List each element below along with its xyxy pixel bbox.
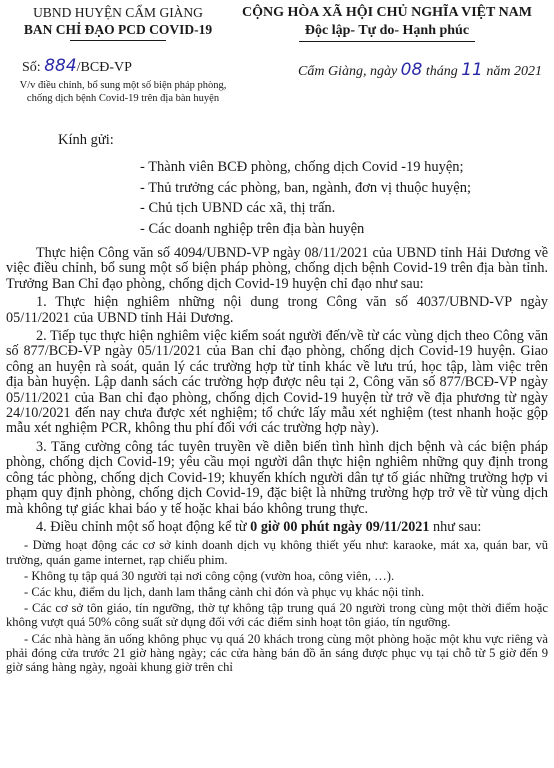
handwritten-number: 884 xyxy=(44,56,77,76)
handwritten-month: 11 xyxy=(461,60,483,80)
number-suffix: /BCĐ-VP xyxy=(76,60,132,75)
item-4-tail: như sau: xyxy=(433,518,482,535)
intro-paragraph: Thực hiện Công văn số 4094/UBND-VP ngày 08/11/2021 của UBND tỉnh Hải Dương về việc điều chỉnh, bổ sung một số biện pháp phòng, chống dịch bệnh Covid-19 trên địa bàn tỉnh. Trưởng Ban Chỉ đạo phòng, chống dịch Covid-19 huyện chỉ đạo như sau: xyxy=(6,245,548,292)
sub-item-3: - Các khu, điểm du lịch, danh lam thắng cảnh chỉ đón và phục vụ khác nội tỉnh. xyxy=(24,584,425,599)
item-4 xyxy=(6,520,548,535)
recipient-item: - Thành viên BCĐ phòng, chống dịch Covid -19 huyện; xyxy=(140,159,464,175)
org-name-line1: UBND HUYỆN CẨM GIÀNG xyxy=(33,5,203,20)
recipient-item: - Chủ tịch UBND các xã, thị trấn. xyxy=(140,200,336,216)
subject-summary xyxy=(4,79,242,105)
item-4-effective-time: 0 giờ 00 phút ngày 09/11/2021 xyxy=(250,518,430,535)
motto-underline xyxy=(299,41,475,42)
motto: Độc lập- Tự do- Hạnh phúc xyxy=(304,23,470,38)
issue-date xyxy=(298,60,542,80)
sub-item-1: - Dừng hoạt động các cơ sở kinh doanh dịch vụ không thiết yếu như: karaoke, mát xa, quán bar, vũ trường, quán game internet, rạp chiếu phim. xyxy=(6,538,548,567)
document-body xyxy=(6,246,548,676)
recipient-item: - Các doanh nghiệp trên địa bàn huyện xyxy=(140,220,365,237)
sub-item-5: - Các nhà hàng ăn uống không phục vụ quá 20 khách trong cùng một phòng hoặc một khu vực riêng và phải đóng cửa trước 21 giờ hàng ngày; các cửa hàng bán đồ ăn sáng được phục vụ tại chỗ từ 5 giờ đến 9 giờ sáng hàng ngày, ngoài khung giờ trên chỉ xyxy=(6,631,548,674)
date-place: Cẩm Giàng, ngày xyxy=(298,64,398,79)
sub-item-4: - Các cơ sở tôn giáo, tín ngưỡng, thờ tự không tập trung quá 20 người trong cùng một thời điểm hoặc không vượt quá 50% công suất sử dụng đối với các điểm sinh hoạt tôn giáo, tín ngưỡng. xyxy=(6,601,548,630)
document-number xyxy=(22,56,132,76)
subject-line1: V/v điều chỉnh, bổ sung một số biện pháp phòng, xyxy=(19,80,227,91)
date-year: năm 2021 xyxy=(486,64,542,79)
handwritten-day: 08 xyxy=(400,60,423,80)
sub-item-2: - Không tụ tập quá 30 người tại nơi công cộng (vườn hoa, công viên, …). xyxy=(24,568,395,583)
subject-line2: chống dịch bệnh Covid-19 trên địa bàn huyện xyxy=(26,93,220,104)
item-4-lead: 4. Điều chỉnh một số hoạt động kể từ xyxy=(36,518,247,535)
org-underline xyxy=(70,40,166,41)
salutation: Kính gửi: xyxy=(58,132,114,148)
national-motto xyxy=(228,4,546,42)
item-3: 3. Tăng cường công tác tuyên truyền về diễn biến tình hình dịch bệnh và các biện pháp phòng, chống dịch Covid-19; yêu cầu mọi người dân thực hiện nghiêm những quy định trong công tác phòng, chống dịch Covid-19; khuyến khích người dân tự tố giác những trường hợp vi phạm quy định phòng, chống dịch Covid-19, đặc biệt là những trường hợp trở về từ vùng dịch mà không tự giác khai báo y tế hoặc khai báo không trung thực. xyxy=(6,438,548,517)
item-1: 1. Thực hiện nghiêm những nội dung trong Công văn số 4037/UBND-VP ngày 05/11/2021 của UBND tỉnh Hải Dương. xyxy=(6,294,548,326)
item-2: 2. Tiếp tục thực hiện nghiêm việc kiểm soát người đến/về từ các vùng dịch theo Công văn số 877/BCĐ-VP ngày 05/11/2021 của Ban chỉ đạo phòng, chống dịch Covid-19 huyện. Giao công an huyện rà soát, quản lý các trường hợp từ tỉnh khác về lưu trú, học tập, làm việc trên địa bàn huyện. Lập danh sách các trường hợp được nêu tại 2, Công văn số 877/BCĐ-VP ngày 05/11/2021 của Ban chỉ đạo phòng, chống dịch Covid-19 huyện từ trở về địa phương từ ngày 24/10/2021 đến nay chưa được xét nghiệm; tổ chức lấy mẫu xét nghiệm (test nhanh hoặc gộp mẫu xét nghiệm PCR, không thu phí đối với các trường hợp này). xyxy=(6,328,548,437)
number-prefix: Số: xyxy=(22,60,41,75)
nation-name: CỘNG HÒA XÃ HỘI CHỦ NGHĨA VIỆT NAM xyxy=(241,5,532,20)
issuing-authority xyxy=(6,4,230,41)
recipient-list xyxy=(140,157,471,239)
date-month-label: tháng xyxy=(425,64,458,79)
recipient-item: - Thủ trưởng các phòng, ban, ngành, đơn vị thuộc huyện; xyxy=(140,179,471,196)
org-name-line2: BAN CHỈ ĐẠO PCD COVID-19 xyxy=(23,22,213,37)
